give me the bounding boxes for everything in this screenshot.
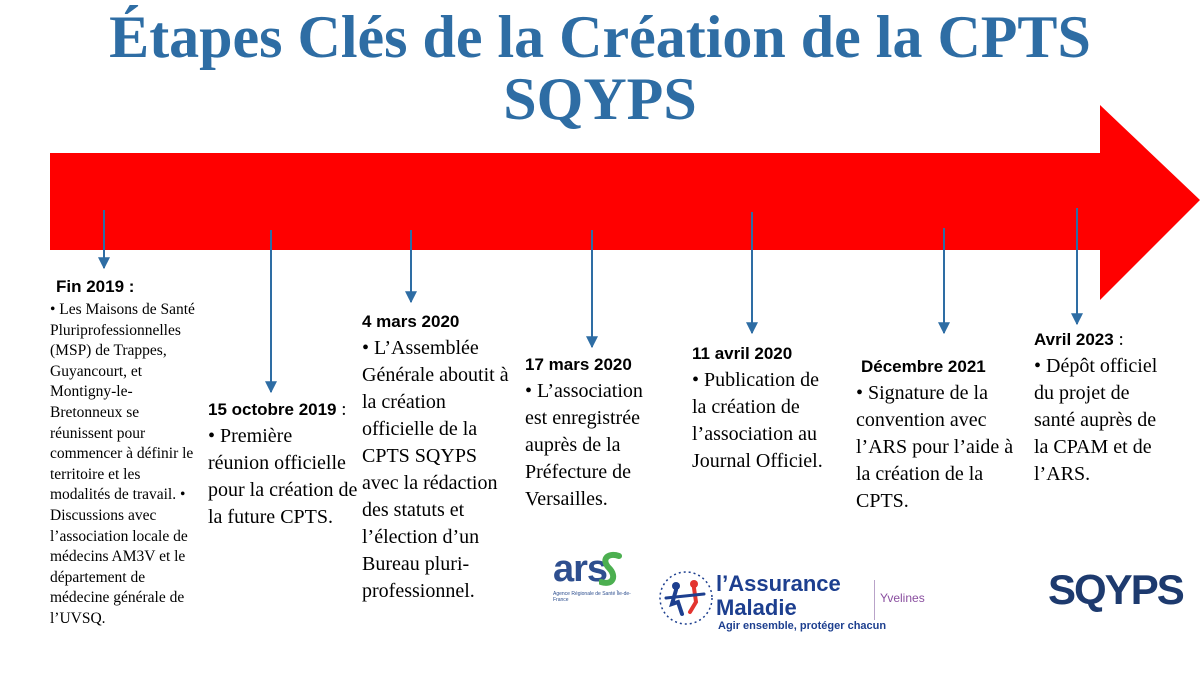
step-15-octobre-2019	[208, 397, 358, 531]
ars-green-s-icon	[599, 550, 623, 590]
step-date: Décembre 2021	[861, 357, 986, 376]
step-text: • Les Maisons de Santé Pluriprofessionnelles (MSP) de Trappes, Guyancourt, et Montigny-le-Bretonneux se réunissent pour commencer à définir le territoire et les modalités de travail. • Discussions avec l’association locale de médecins AM3V et le département de médecine générale de l’UVSQ.	[50, 301, 195, 627]
step-date-suffix: :	[1113, 329, 1124, 350]
red-arrow-shape	[50, 105, 1200, 300]
step-text: • Dépôt officiel du projet de santé auprès de la CPAM et de l’ARS.	[1034, 355, 1158, 485]
step-fin-2019	[50, 274, 200, 630]
step-date: 17 mars 2020	[525, 355, 632, 374]
step-date: 15 octobre 2019	[208, 400, 337, 419]
assurance-maladie-figures-icon	[658, 568, 714, 628]
step-text: • Signature de la convention avec l’ARS pour l’aide à la création de la CPTS.	[856, 382, 1014, 512]
step-date: Avril 2023	[1034, 330, 1114, 349]
assurance-maladie-tagline: Agir ensemble, protéger chacun	[718, 620, 887, 632]
logo-separator	[874, 580, 875, 620]
ars-logo	[553, 548, 633, 602]
step-text: • Première réunion officielle pour la création de la future CPTS.	[208, 425, 358, 528]
step-date: 4 mars 2020	[362, 312, 460, 331]
step-date: 11 avril 2020	[692, 344, 793, 363]
step-date: Fin 2019 :	[56, 277, 135, 296]
ars-logo-text: ars	[553, 548, 608, 590]
step-text: • L’Assemblée Générale aboutit à la création officielle de la CPTS SQYPS avec la rédaction des statuts et l’élection d’un Bureau pluri-professionnel.	[362, 337, 509, 602]
step-date-suffix: :	[336, 399, 347, 420]
assurance-maladie-logo	[658, 560, 938, 640]
assurance-maladie-name: l’Assurance Maladie	[716, 571, 841, 620]
step-text: • L’association est enregistrée auprès de la Préfecture de Versailles.	[525, 380, 643, 510]
title-line-2: SQYPS	[503, 66, 697, 132]
sqyps-logo: SQYPS	[1048, 566, 1183, 613]
step-11-avril-2020	[692, 341, 827, 475]
step-17-mars-2020	[525, 352, 665, 513]
step-decembre-2021	[856, 354, 1016, 515]
assurance-maladie-region: Yvelines	[880, 591, 925, 605]
title-line-1: Étapes Clés de la Création de la CPTS	[109, 4, 1091, 70]
step-4-mars-2020	[362, 309, 512, 605]
step-text: • Publication de la création de l’association au Journal Officiel.	[692, 369, 823, 472]
step-avril-2023	[1034, 327, 1164, 488]
ars-logo-subtitle: Agence Régionale de Santé Île-de-France	[553, 591, 631, 603]
